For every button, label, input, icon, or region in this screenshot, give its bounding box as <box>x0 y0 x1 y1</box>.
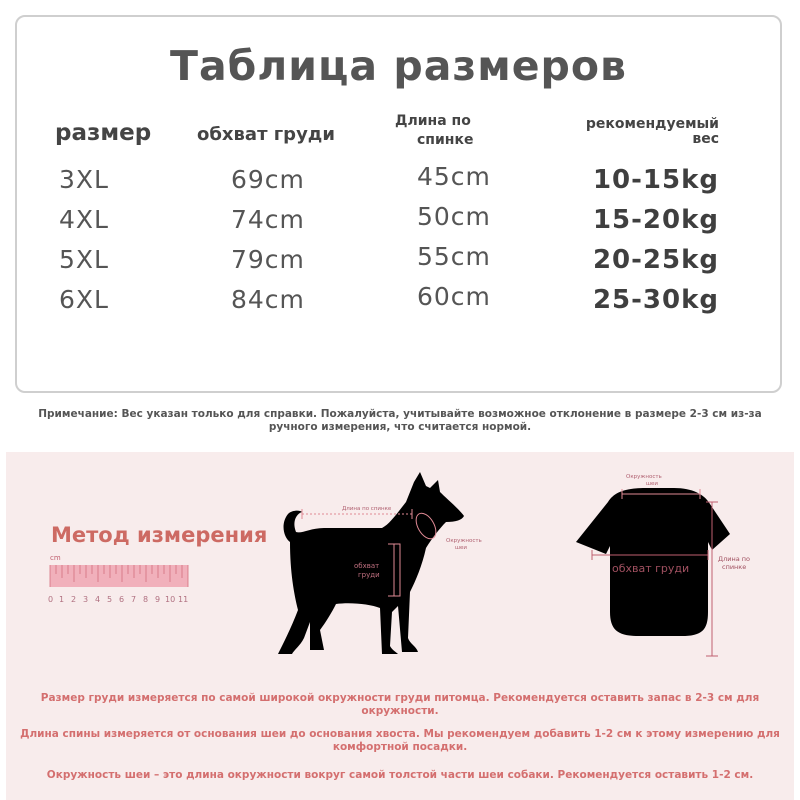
dog-measurement-diagram <box>262 462 492 662</box>
cell-back: 50cm <box>417 202 491 231</box>
ruler-tick-label: 7 <box>131 595 137 604</box>
table-row <box>17 162 777 205</box>
ruler-tick-label: 1 <box>59 595 65 604</box>
table-row <box>17 282 777 325</box>
measuring-method-panel <box>6 452 794 800</box>
ruler-tick-label: 10 <box>165 595 176 604</box>
cell-chest: 69cm <box>231 165 305 194</box>
ruler-icon <box>48 552 198 614</box>
shirt-chest-label: обхват груди <box>612 562 690 575</box>
size-note: Примечание: Вес указан только для справки. Пожалуйста, учитывайте возможное отклонение в размере 2-3 см из-за ручного измерения, что считается нормой. <box>38 408 762 433</box>
back-explanation: Длина спины измеряется от основания шеи до основания хвоста. Мы рекомендуем добавить 1-2 см к этому измерению для комфортной посадки. <box>20 728 780 753</box>
table-row <box>17 242 777 285</box>
cell-weight: 20-25kg <box>592 245 719 275</box>
size-table-card <box>15 15 782 393</box>
cell-chest: 84cm <box>231 285 305 314</box>
header-weight: рекомендуемый вес <box>585 116 719 147</box>
table-row <box>17 202 777 245</box>
ruler-tick-label: 2 <box>71 595 77 604</box>
cell-back: 60cm <box>417 282 491 311</box>
neck-explanation: Окружность шеи – это длина окружности вокруг самой толстой части шеи собаки. Рекомендуется оставить 1-2 см. <box>46 769 754 781</box>
ruler-tick-label: 3 <box>83 595 89 604</box>
cell-size: 3XL <box>59 165 109 194</box>
header-back-length-line2: спинке <box>417 132 474 148</box>
dog-chest-label-line2: груди <box>358 571 380 579</box>
shirt-back-label-line2: спинке <box>722 563 747 571</box>
dog-chest-label-line1: обхват <box>354 562 380 570</box>
cell-back: 55cm <box>417 242 491 271</box>
cell-size: 6XL <box>59 285 109 314</box>
shirt-measurement-diagram <box>562 462 762 672</box>
ruler-unit: cm <box>50 554 61 562</box>
cell-weight: 10-15kg <box>592 165 719 195</box>
shirt-neck-label-line2: шеи <box>646 481 658 487</box>
size-table-title: Таблица размеров <box>170 42 627 90</box>
ruler-tick-label: 8 <box>143 595 149 604</box>
cell-size: 5XL <box>59 245 109 274</box>
dog-neck-label-line1: Окружность <box>446 538 482 544</box>
ruler-tick-label: 0 <box>48 595 54 604</box>
header-back-length <box>395 112 505 150</box>
cell-chest: 74cm <box>231 205 305 234</box>
measuring-method-title: Метод измерения <box>51 523 268 547</box>
header-size: размер <box>55 120 152 146</box>
chest-explanation: Размер груди измеряется по самой широкой окружности груди питомца. Рекомендуется оставить запас в 2-3 см для окружности. <box>40 692 760 717</box>
cell-weight: 25-30kg <box>592 285 719 315</box>
header-back-length-line1: Длина по <box>395 113 471 129</box>
ruler-tick-label: 4 <box>95 595 101 604</box>
dog-back-length-label: Длина по спинке <box>342 506 392 512</box>
cell-chest: 79cm <box>231 245 305 274</box>
cell-back: 45cm <box>417 162 491 191</box>
ruler-tick-label: 9 <box>155 595 161 604</box>
ruler-tick-label: 11 <box>178 595 189 604</box>
ruler-tick-label: 5 <box>107 595 113 604</box>
shirt-back-label-line1: Длина по <box>718 555 750 563</box>
header-chest: обхват груди <box>197 124 335 145</box>
cell-size: 4XL <box>59 205 109 234</box>
cell-weight: 15-20kg <box>592 205 719 235</box>
dog-neck-label-line2: шеи <box>455 545 467 551</box>
shirt-neck-label-line1: Окружность <box>626 474 662 480</box>
ruler-tick-label: 6 <box>119 595 125 604</box>
